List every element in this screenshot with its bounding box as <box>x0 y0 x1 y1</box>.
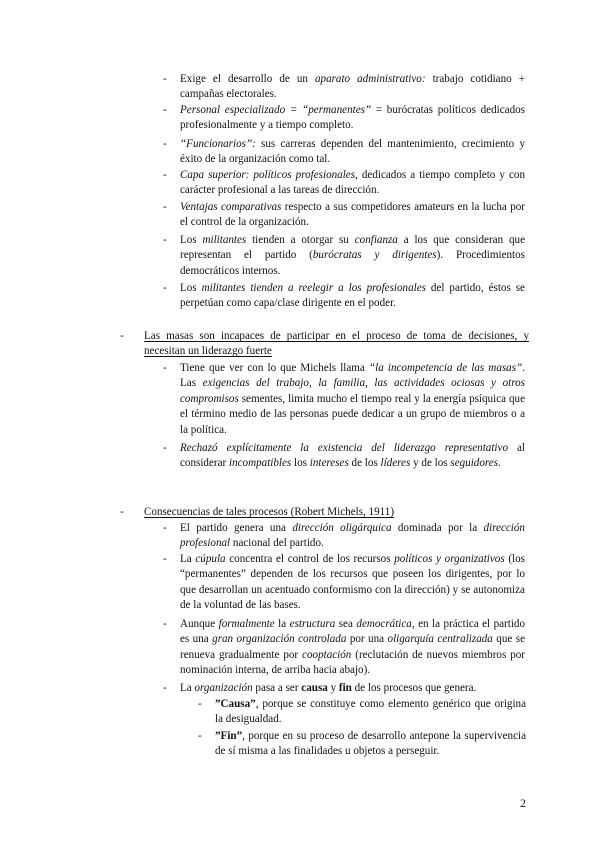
bullet: - <box>163 618 167 630</box>
list-item: Los militantes tienden a otorgar su confianza a los que consideran que representan el partido (burócratas y dirigentes). Procedimientos democráticos internos. <box>180 234 525 277</box>
list-item: La organización pasa a ser causa y fin de los procesos que genera. <box>180 682 477 694</box>
bullet: - <box>198 730 202 742</box>
bullet: - <box>163 682 167 694</box>
list-item: Rechazó explícitamente la existencia del liderazgo representativo al considerar incompatibles los intereses de los líderes y de los seguidores. <box>180 442 526 470</box>
bullet: - <box>163 362 167 374</box>
list-item: Los militantes tienden a reelegir a los profesionales del partido, éstos se perpetúan como capa/clase dirigente en el poder. <box>180 282 525 310</box>
section-title: Consecuencias de tales procesos (Robert Michels, 1911) <box>144 506 395 518</box>
section-title: Las masas son incapaces de participar en el proceso de toma de decisiones, y necesitan un liderazgo fuerte <box>144 330 529 358</box>
bullet: - <box>120 506 124 518</box>
bullet: - <box>163 73 167 85</box>
bullet: - <box>163 169 167 181</box>
bullet: - <box>163 138 167 150</box>
page-number: 2 <box>520 796 526 810</box>
list-item: Capa superior: políticos profesionales, dedicados a tiempo completo y con carácter profesional a las tareas de dirección. <box>180 169 526 197</box>
list-item: Exige el desarrollo de un aparato administrativo: trabajo cotidiano + campañas electorales. <box>180 73 525 101</box>
bullet: - <box>163 442 167 454</box>
bullet: - <box>163 234 167 246</box>
bullet: - <box>163 522 167 534</box>
list-item: Ventajas comparativas respecto a sus competidores amateurs en la lucha por el control de la organización. <box>180 201 525 229</box>
bullet: - <box>120 330 124 342</box>
list-item: Tiene que ver con lo que Michels llama “la incompetencia de las masas”. Las exigencias del trabajo, la familia, las actividades ociosas y otros compromisos sementes, limita mucho el tiempo real y la energía psíquica que el término medio de las personas puede dedicar a un grupo de miembros o a la política. <box>180 362 526 436</box>
list-item: “Funcionarios”: sus carreras dependen del mantenimiento, crecimiento y éxito de la organización como tal. <box>180 138 525 166</box>
bullet: - <box>163 104 167 116</box>
list-item: El partido genera una dirección oligárquica dominada por la dirección profesional nacional del partido. <box>180 522 525 550</box>
list-item: Aunque formalmente la estructura sea democrática, en la práctica el partido es una gran organización controlada por una oligarquía centralizada que se renueva gradualmente por cooptación (reclutación de nuevos miembros por nominación interna, de arriba hacia abajo). <box>180 618 525 677</box>
bullet: - <box>163 282 167 294</box>
sub-list-item: ”Causa”, porque se constituye como elemento genérico que origina la desigualdad. <box>215 698 526 726</box>
list-item: Personal especializado = “permanentes” = burócratas políticos dedicados profesionalmente y a tiempo completo. <box>180 104 525 132</box>
bullet: - <box>198 698 202 710</box>
bullet: - <box>163 201 167 213</box>
sub-list-item: ”Fin”, porque en su proceso de desarrollo antepone la supervivencia de sí misma a las finalidades u objetos a perseguir. <box>215 730 526 758</box>
list-item: La cúpula concentra el control de los recursos políticos y organizativos (los “permanentes” dependen de los recursos que poseen los dirigentes, por lo que desarrollan un acentuado conformismo con la dirección) y se autonomiza de la voluntad de las bases. <box>180 553 525 612</box>
bullet: - <box>163 553 167 565</box>
